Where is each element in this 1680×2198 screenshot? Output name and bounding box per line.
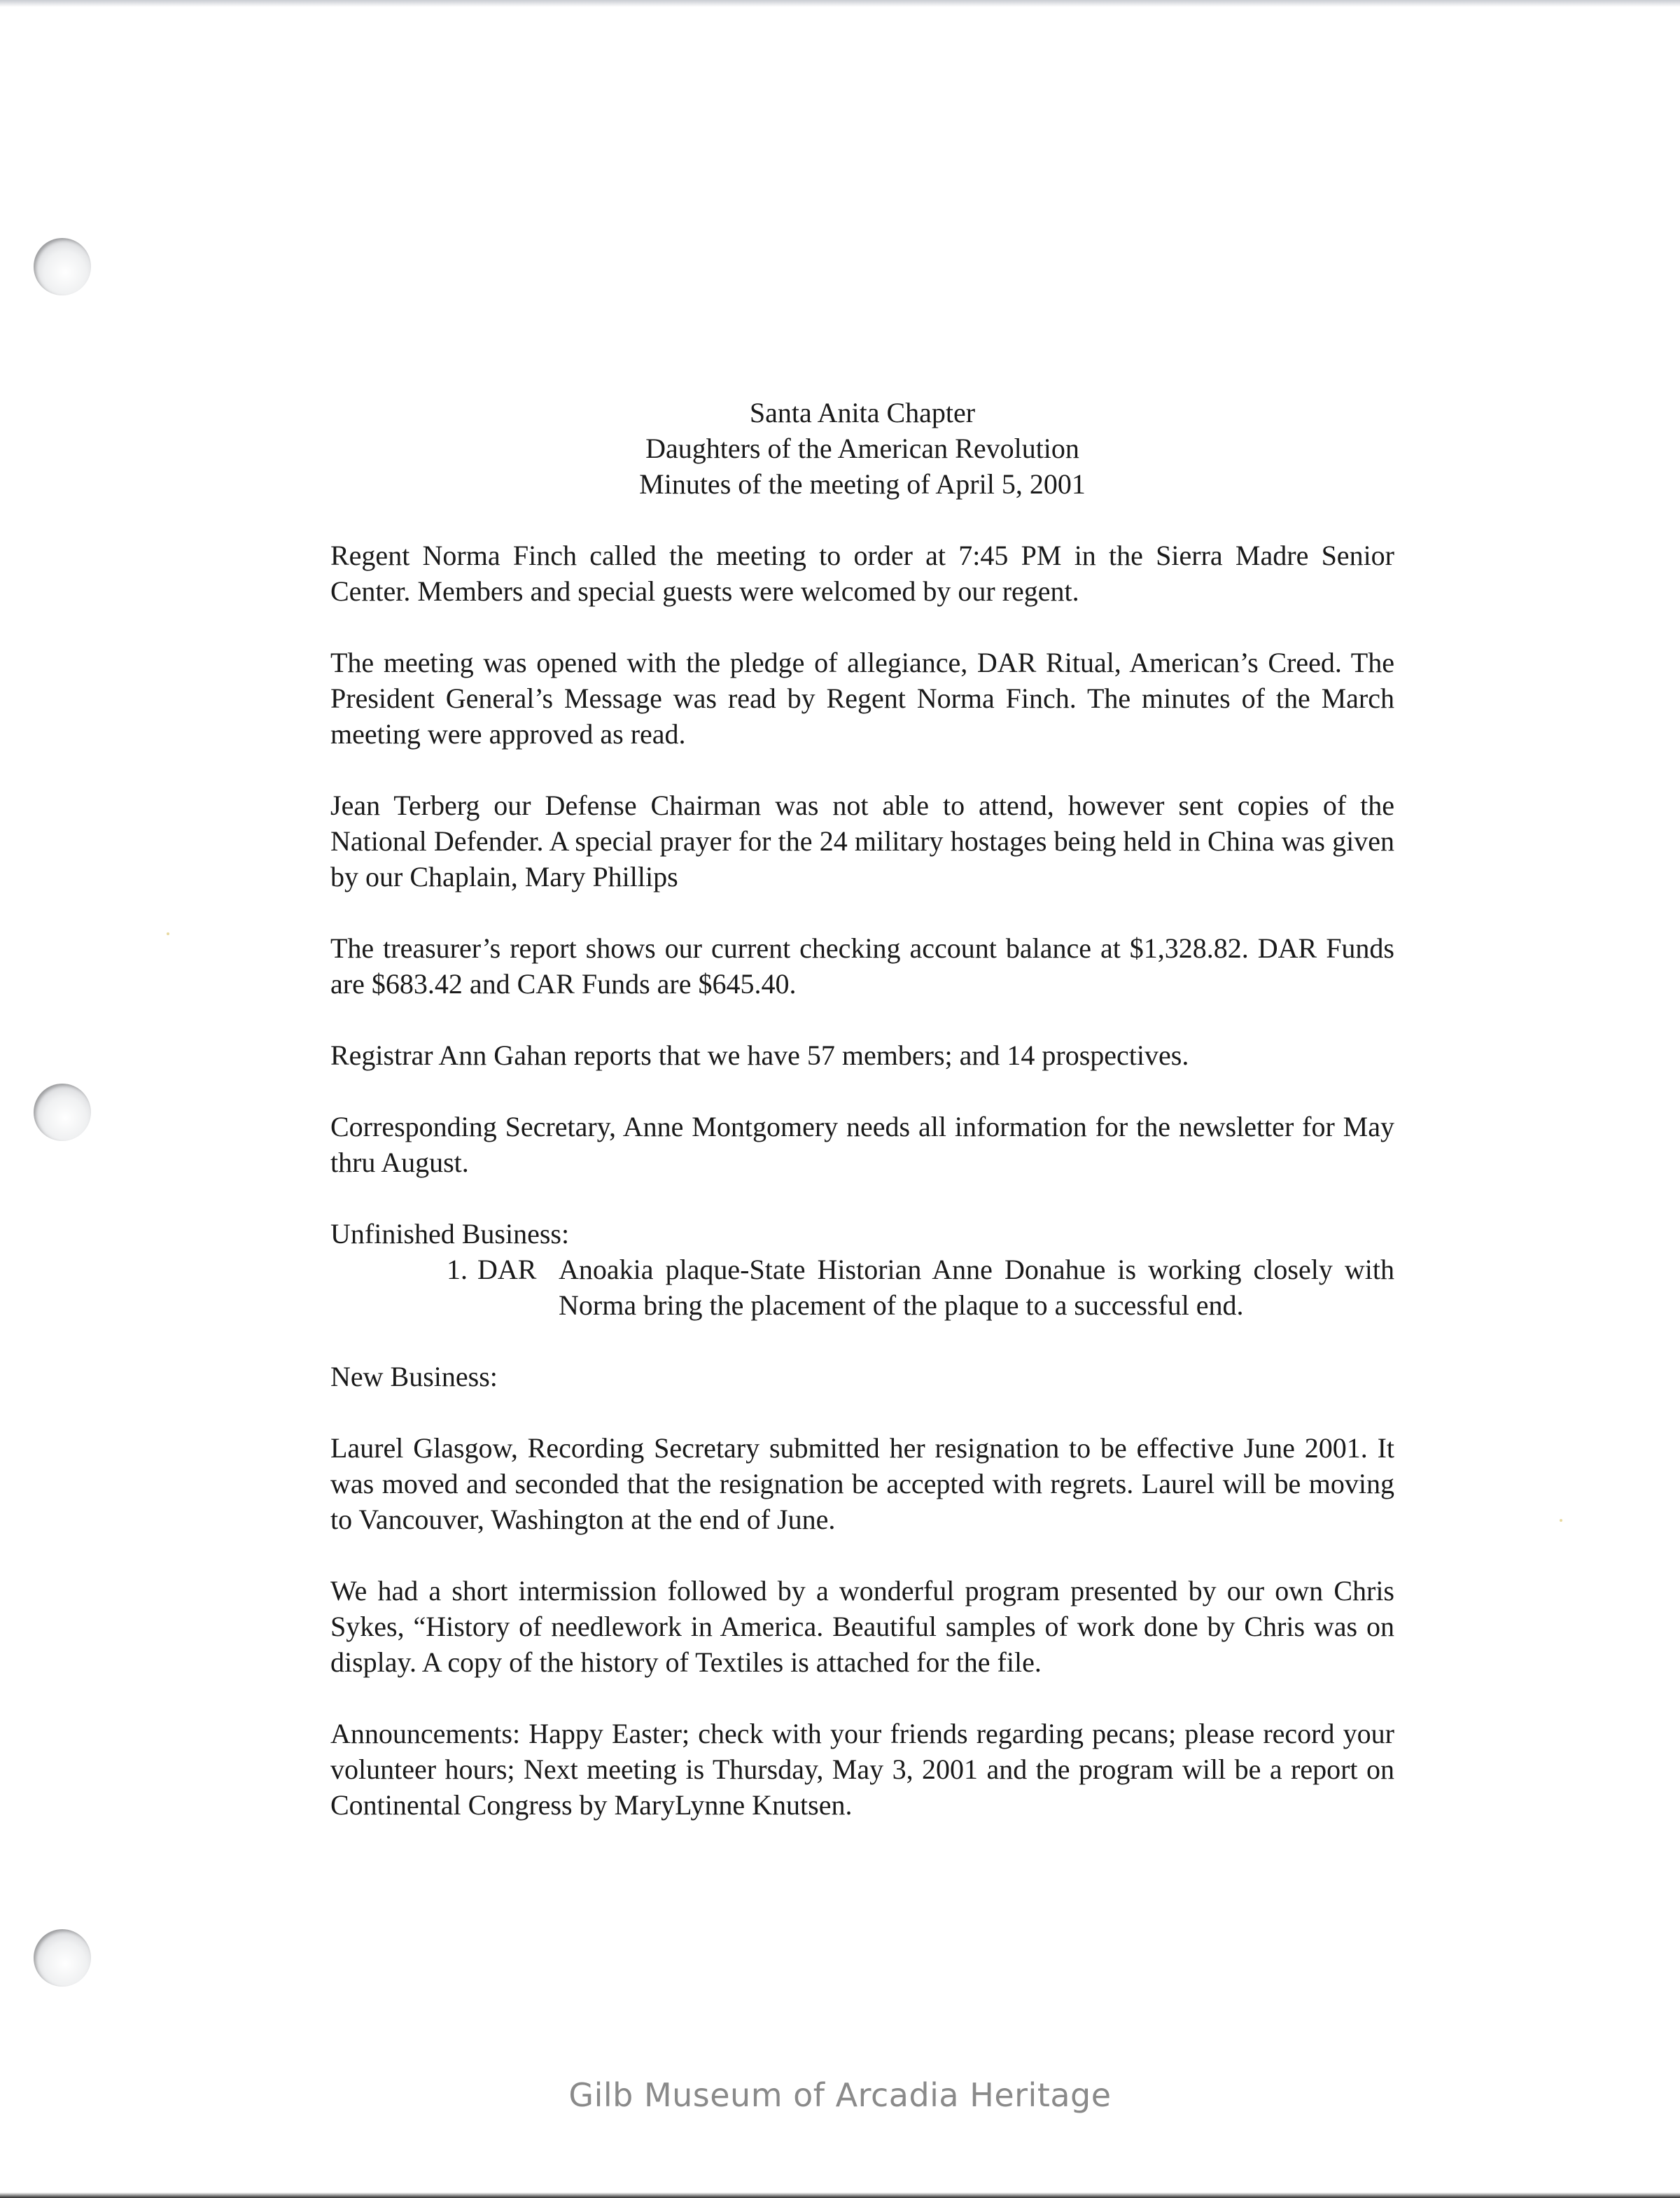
- new-business-heading: New Business:: [330, 1361, 498, 1392]
- organization-name: Daughters of the American Revolution: [645, 433, 1079, 464]
- paragraph-call-to-order: Regent Norma Finch called the meeting to order at 7:45 PM in the Sierra Madre Senior Center. Members and special guests were welcomed by our regent.: [330, 540, 1394, 607]
- paragraph-treasurer-report: The treasurer’s report shows our current checking account balance at $1,328.82. DAR Funds are $683.42 and CAR Funds are $645.40.: [330, 932, 1394, 1000]
- scan-bottom-edge: [0, 2192, 1680, 2198]
- paragraph-opening: The meeting was opened with the pledge of allegiance, DAR Ritual, American’s Creed. The President General’s Message was read by Regent Norma Finch. The minutes of the March meeting were approved as read.: [330, 647, 1394, 750]
- list-item: [330, 1252, 1394, 1323]
- minutes-body: [330, 538, 1394, 1858]
- punch-hole-top: [34, 238, 91, 295]
- paragraph-registrar: Registrar Ann Gahan reports that we have 57 members; and 14 prospectives.: [330, 1040, 1189, 1071]
- document-header: [330, 395, 1394, 502]
- list-item-lead: DAR: [477, 1254, 537, 1285]
- paragraph-resignation: Laurel Glasgow, Recording Secretary submitted her resignation to be effective June 2001. It was moved and seconded that the resignation be accepted with regrets. Laurel will be moving to Vancouver, Washington at the end of June.: [330, 1432, 1394, 1535]
- paragraph-corresponding-secretary: Corresponding Secretary, Anne Montgomery needs all information for the newsletter for May thru August.: [330, 1111, 1394, 1178]
- paragraph-defense: Jean Terberg our Defense Chairman was not able to attend, however sent copies of the National Defender. A special prayer for the 24 military hostages being held in China was given by our Chaplain, Mary Phillips: [330, 790, 1394, 892]
- chapter-name: Santa Anita Chapter: [749, 397, 976, 428]
- paragraph-program: We had a short intermission followed by a wonderful program presented by our own Chris Sykes, “History of needlework in America. Beautiful samples of work done by Chris was on display. A copy of the history of Textiles is attached for the file.: [330, 1575, 1394, 1678]
- list-item-text: Anoakia plaque-State Historian Anne Donahue is working closely with Norma bring the placement of the plaque to a successful end.: [559, 1254, 1394, 1321]
- museum-watermark: Gilb Museum of Arcadia Heritage: [568, 2076, 1112, 2114]
- paper-speck: [167, 932, 169, 935]
- paper-speck: [1560, 1519, 1562, 1522]
- paragraph-announcements: Announcements: Happy Easter; check with your friends regarding pecans; please record your volunteer hours; Next meeting is Thursday, May 3, 2001 and the program will be a report on Continental Congress by MaryLynne Knutsen.: [330, 1718, 1394, 1821]
- scan-top-edge: [0, 0, 1680, 7]
- unfinished-business-heading: Unfinished Business:: [330, 1218, 570, 1250]
- minutes-title: Minutes of the meeting of April 5, 2001: [639, 468, 1086, 500]
- list-item-number: 1.: [447, 1254, 468, 1285]
- punch-hole-bottom: [34, 1929, 91, 1987]
- punch-hole-middle: [34, 1084, 91, 1141]
